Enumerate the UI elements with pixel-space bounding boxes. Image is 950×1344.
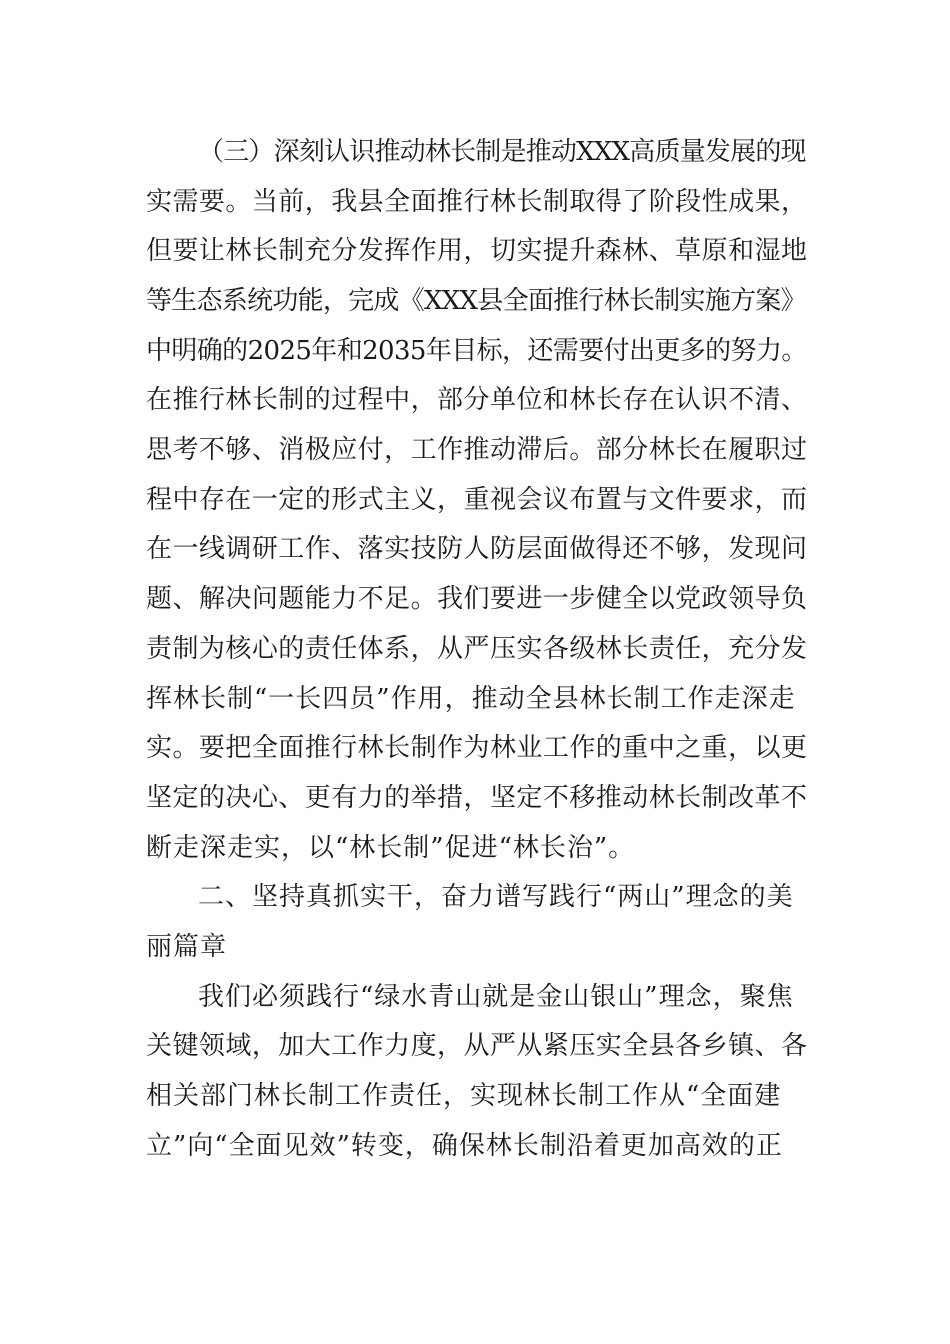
- paragraph-1-line: 坚定的决心、更有力的举措，坚定不移推动林长制改革不: [146, 783, 808, 813]
- section-heading-line: 丽篇章: [146, 932, 228, 962]
- paragraph-1-line: 等生态系统功能，完成《XXX县全面推行林长制实施方案》: [146, 286, 806, 316]
- paragraph-1-line: 题、解决问题能力不足。我们要进一步健全以党政领导负: [146, 584, 808, 614]
- paragraph-1-line: 但要让林长制充分发挥作用，切实提升森林、草原和湿地: [146, 236, 808, 266]
- paragraph-1-line: （三）深刻认识推动林长制是推动XXX高质量发展的现: [198, 137, 806, 167]
- paragraph-2-line: 立”向“全面见效”转变，确保林长制沿着更加高效的正: [146, 1131, 783, 1161]
- paragraph-2-line: 相关部门林长制工作责任，实现林长制工作从“全面建: [146, 1081, 782, 1111]
- paragraph-1-line: 实。要把全面推行林长制作为林业工作的重中之重，以更: [146, 733, 808, 763]
- paragraph-1-line: 思考不够、消极应付，工作推动滞后。部分林长在履职过: [146, 435, 808, 465]
- paragraph-1-line: 实需要。当前，我县全面推行林长制取得了阶段性成果，: [146, 187, 808, 217]
- paragraph-1-line: 在一线调研工作、落实技防人防层面做得还不够，发现问: [146, 534, 808, 564]
- section-heading-line: 二、坚持真抓实干，奋力谱写践行“两山”理念的美: [198, 882, 794, 912]
- paragraph-2-line: 关键领域，加大工作力度，从严从紧压实全县各乡镇、各: [146, 1031, 808, 1061]
- paragraph-2-line: 我们必须践行“绿水青山就是金山银山”理念，聚焦: [198, 982, 794, 1012]
- paragraph-1-line: 在推行林长制的过程中，部分单位和林长存在认识不清、: [146, 385, 808, 415]
- paragraph-1-line: 中明确的2025年和2035年目标，还需要付出更多的努力。: [146, 336, 807, 366]
- paragraph-1-line: 挥林长制“一长四员”作用，推动全县林长制工作走深走: [146, 684, 796, 714]
- paragraph-1-line: 程中存在一定的形式主义，重视会议布置与文件要求，而: [146, 485, 808, 515]
- paragraph-1-line: 断走深走实，以“林长制”促进“林长治”。: [146, 833, 636, 863]
- paragraph-1-line: 责制为核心的责任体系，从严压实各级林长责任，充分发: [146, 634, 808, 664]
